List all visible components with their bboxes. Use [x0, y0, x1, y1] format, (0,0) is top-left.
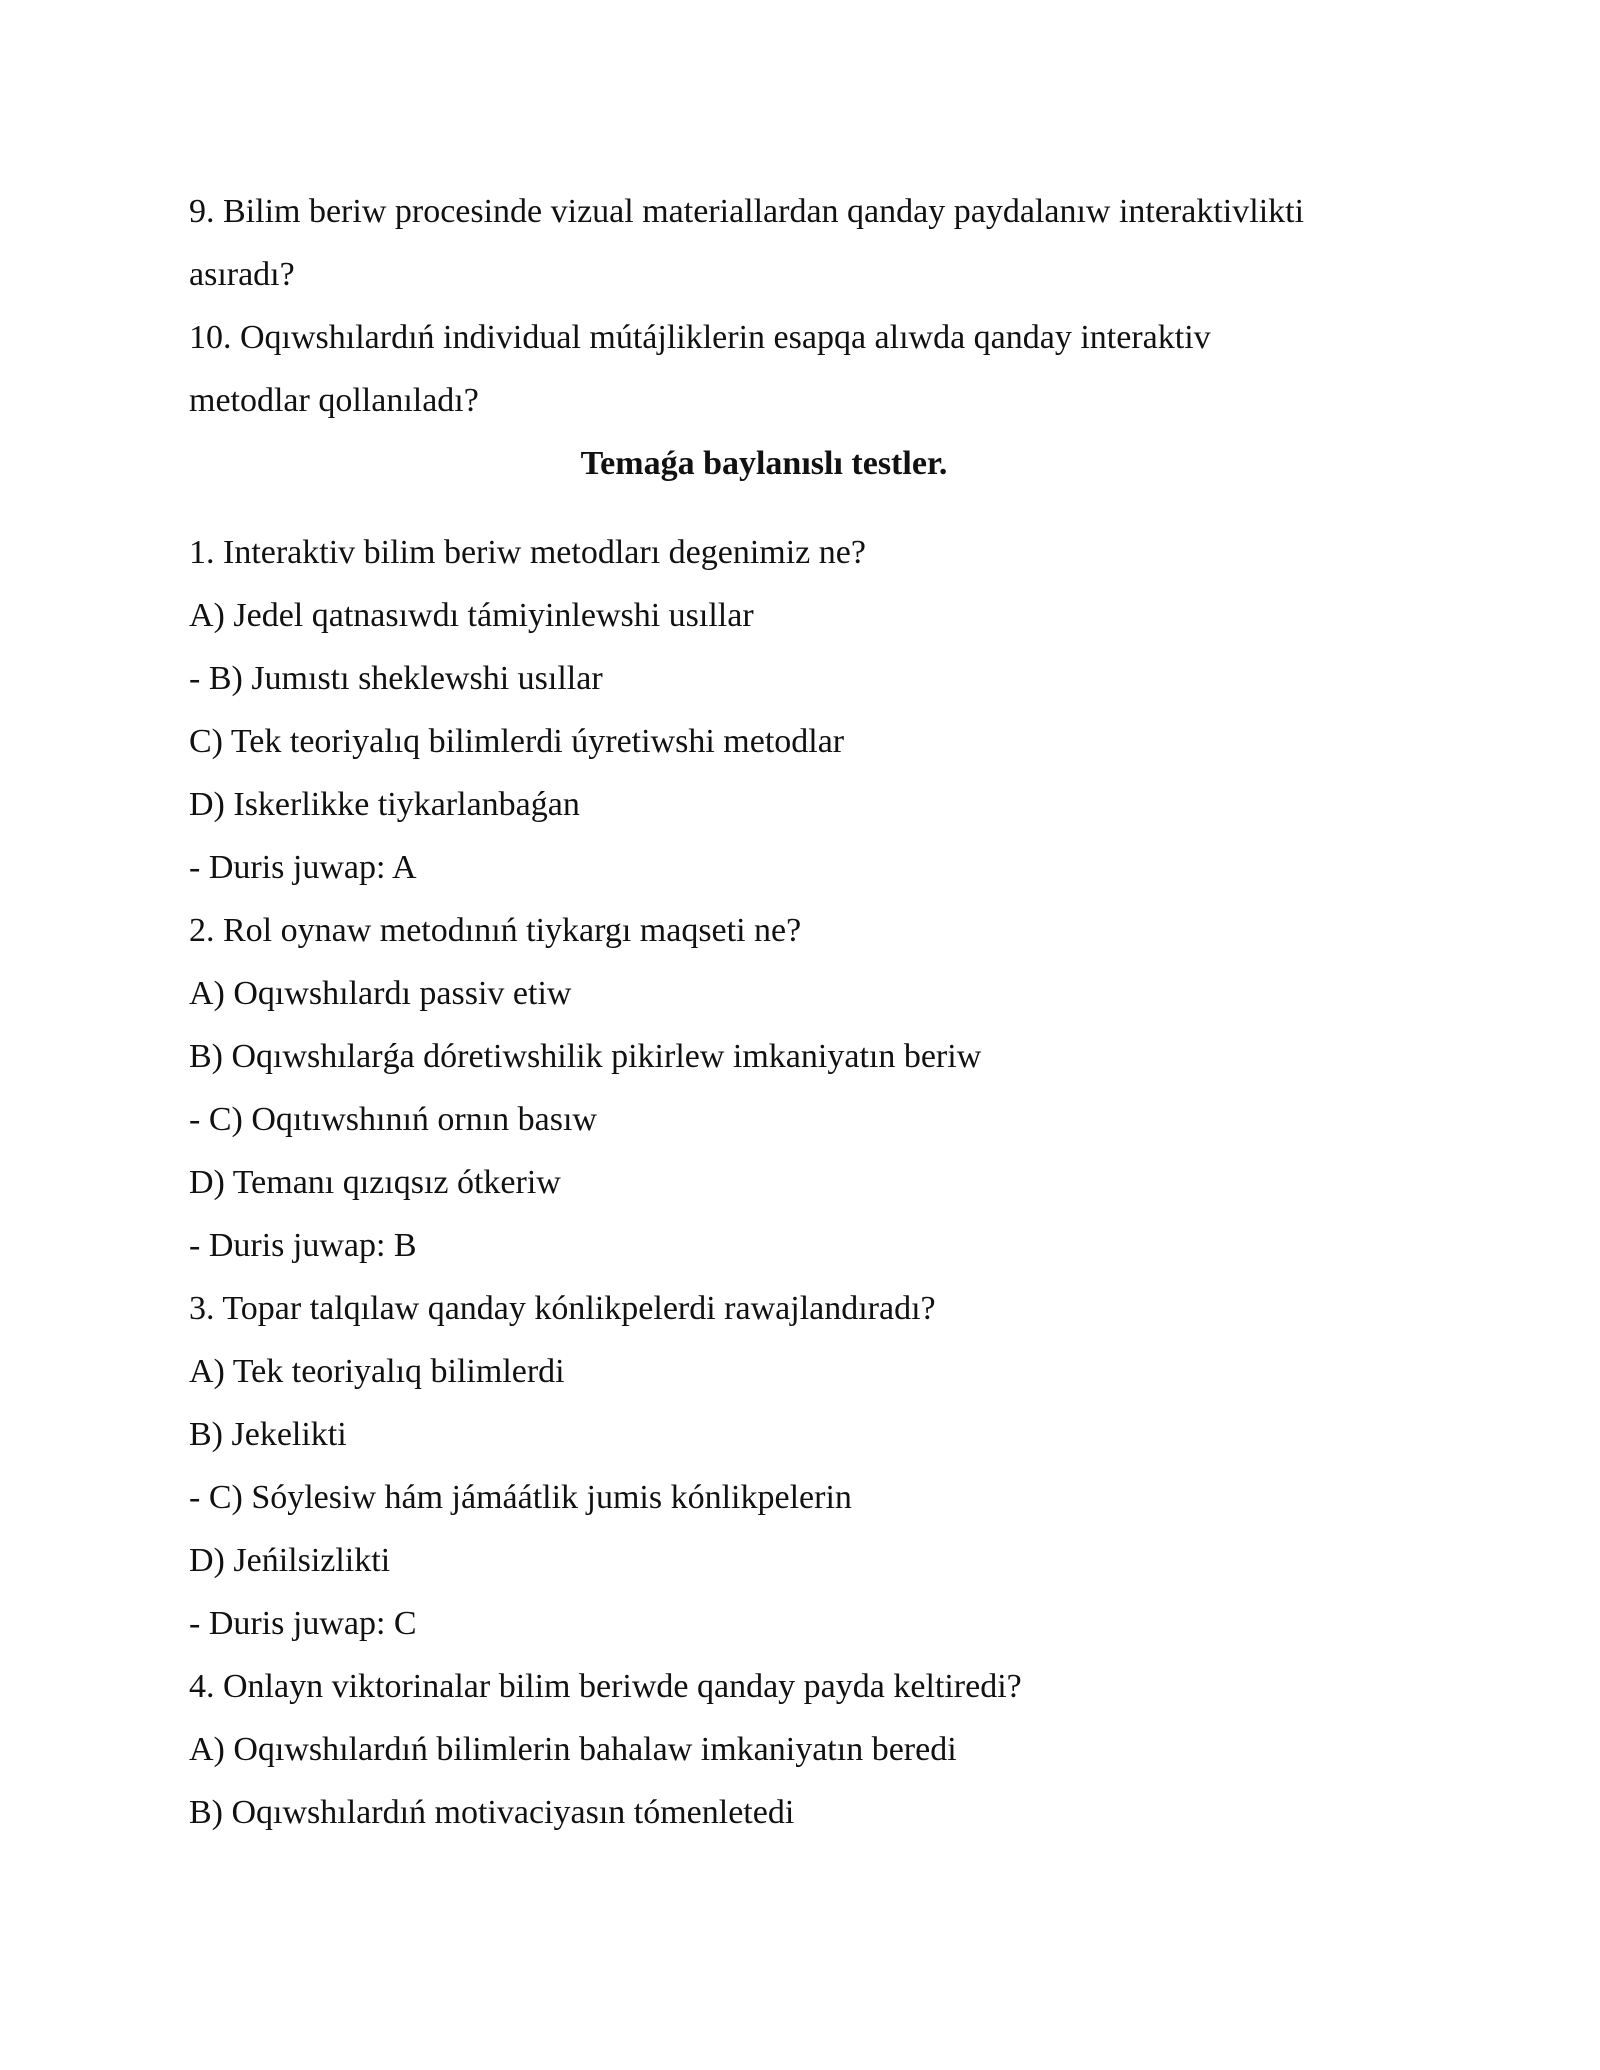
test-answer: - Duris juwap: C — [189, 1605, 417, 1642]
test-option: C) Tek teoriyalıq bilimlerdi úyretiwshi metodlar — [189, 723, 845, 760]
test-answer: - Duris juwap: A — [189, 849, 417, 886]
page-content — [189, 180, 1409, 1844]
test-answer: - Duris juwap: B — [189, 1227, 417, 1264]
section-title: Temaǵa baylanıslı testler. — [580, 445, 948, 482]
test-option: - B) Jumıstı sheklewshi usıllar — [189, 660, 603, 697]
test-option: B) Jekelikti — [189, 1416, 347, 1453]
test-option: A) Oqıwshılardıń bilimlerin bahalaw imkaniyatın beredi — [189, 1731, 957, 1768]
test-option: - C) Sóylesiw hám jámáátlik jumis kónlikpelerin — [189, 1479, 852, 1516]
question-text-line: 9. Bilim beriw procesinde vizual materiallardan qanday paydalanıw interaktivlikti — [189, 193, 1305, 230]
test-option: A) Jedel qatnasıwdı támiyinlewshi usıllar — [189, 597, 754, 634]
section-gap — [189, 495, 1409, 521]
test-option: B) Oqıwshılarǵa dóretiwshilik pikirlew imkaniyatın beriw — [189, 1038, 982, 1075]
question-text-line: metodlar qollanıladı? — [189, 382, 479, 419]
test-question: 3. Topar talqılaw qanday kónlikpelerdi rawajlandıradı? — [189, 1290, 936, 1327]
test-question: 4. Onlayn viktorinalar bilim beriwde qanday payda keltiredi? — [189, 1668, 1022, 1705]
test-item-1 — [189, 521, 1409, 899]
test-item-2 — [189, 899, 1409, 1277]
test-option: - C) Oqıtıwshınıń ornın basıw — [189, 1101, 597, 1138]
question-text-line: asıradı? — [189, 256, 295, 293]
test-question: 1. Interaktiv bilim beriw metodları degenimiz ne? — [189, 534, 866, 571]
test-option: D) Temanı qızıqsız ótkeriw — [189, 1164, 561, 1201]
test-option: A) Tek teoriyalıq bilimlerdi — [189, 1353, 565, 1390]
test-item-3 — [189, 1277, 1409, 1655]
test-option: D) Jeńilsizlikti — [189, 1542, 391, 1579]
test-item-4 — [189, 1655, 1409, 1844]
test-question: 2. Rol oynaw metodınıń tiykargı maqseti ne? — [189, 912, 802, 949]
test-option: B) Oqıwshılardıń motivaciyasın tómenletedi — [189, 1794, 795, 1831]
intro-question-9 — [189, 180, 1409, 306]
intro-question-10 — [189, 306, 1409, 432]
question-text-line: 10. Oqıwshılardıń individual mútájliklerin esapqa alıwda qanday interaktiv — [189, 319, 1211, 356]
test-option: D) Iskerlikke tiykarlanbaǵan — [189, 786, 580, 823]
test-option: A) Oqıwshılardı passiv etiw — [189, 975, 572, 1012]
